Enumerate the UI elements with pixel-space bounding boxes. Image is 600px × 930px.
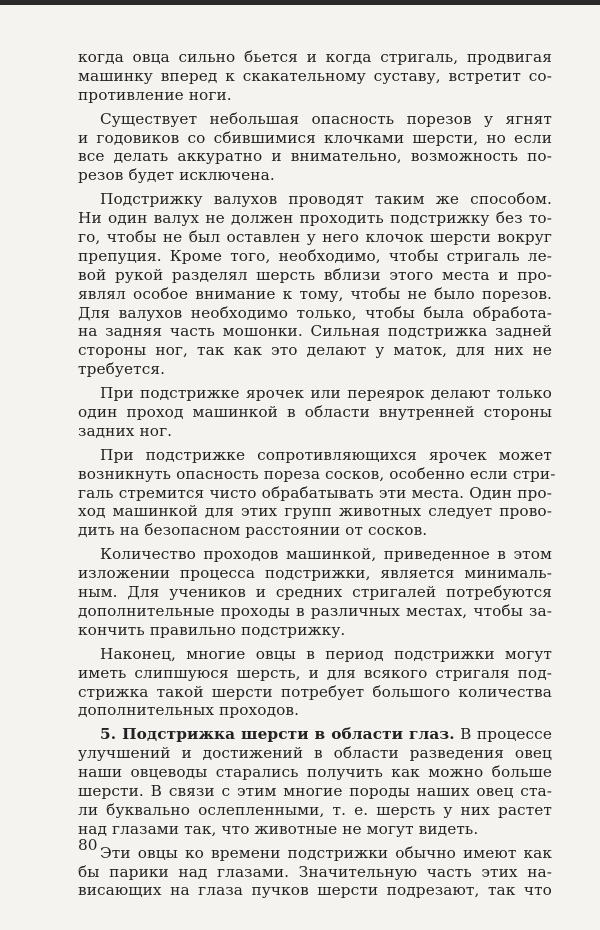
text-line: требуется. — [78, 360, 166, 379]
text-line: возникнуть опасность пореза сосков, особенно если стри- — [78, 464, 556, 483]
text-line: дополнительных проходов. — [78, 701, 300, 720]
text-line: задних ног. — [78, 421, 173, 440]
text-line: При подстрижке ярочек или переярок делают только — [100, 384, 552, 403]
text-line: наши овцеводы старались получить как можно больше — [78, 763, 552, 782]
text-line: бы парики над глазами. Значительную часть этих на- — [78, 862, 552, 881]
text-line: машинку вперед к скакательному суставу, встретит со- — [78, 66, 552, 85]
paragraph-9 — [78, 844, 552, 901]
text-line: При подстрижке сопротивляющихся ярочек может — [100, 445, 552, 464]
text-line: ход машинкой для этих групп животных следует прово- — [78, 502, 552, 521]
text-line: дополнительные проходы в различных местах, чтобы за- — [78, 601, 552, 620]
text-line: над глазами так, что животные не могут видеть. — [78, 819, 479, 838]
text-line: препуция. Кроме того, необходимо, чтобы стригаль ле- — [78, 246, 552, 265]
text-line: противление ноги. — [78, 85, 232, 104]
text-line: Количество проходов машинкой, приведенное в этом — [100, 545, 552, 564]
text-line: го, чтобы не был оставлен у него клочок шерсти вокруг — [78, 228, 552, 247]
text-line: резов будет исключена. — [78, 166, 275, 185]
paragraph-4 — [78, 384, 552, 441]
paragraph-6 — [78, 545, 552, 639]
text-line: изложении процесса подстрижки, является минималь- — [78, 564, 552, 583]
text-line: улучшений и достижений в области разведения овец — [78, 744, 552, 763]
text-line: являл особое внимание к тому, чтобы не было порезов. — [78, 284, 552, 303]
text-line: Эти овцы ко времени подстрижки обычно имеют как — [100, 843, 552, 862]
text-line: ли буквально ослепленными, т. е. шерсть у них растет — [78, 800, 552, 819]
section-heading-line — [78, 725, 552, 744]
text-line: Существует небольшая опасность порезов у ягнят — [100, 109, 552, 128]
text-line: ным. Для учеников и средних стригалей потребуются — [78, 583, 552, 602]
text-line: вой рукой разделял шерсть вблизи этого места и про- — [78, 265, 552, 284]
text-line: дить на безопасном расстоянии от сосков. — [78, 521, 428, 540]
text-line: Для валухов необходимо только, чтобы была обработа- — [78, 303, 552, 322]
text-line: стороны ног, так как это делают у маток, для них не — [78, 341, 552, 360]
page-number: 80 — [78, 836, 98, 854]
text-line: иметь слипшуюся шерсть, и для всякого стригаля под- — [78, 663, 552, 682]
heading-line-rest: В процессе — [454, 725, 552, 744]
top-border-rule — [0, 0, 600, 5]
text-line: на задняя часть мошонки. Сильная подстрижка задней — [78, 322, 552, 341]
paragraph-3 — [78, 190, 552, 379]
page-body-text — [78, 48, 556, 905]
text-line: висающих на глаза пучков шерсти подрезают, так что — [78, 881, 552, 900]
text-line: стрижка такой шерсти потребует большого количества — [78, 682, 552, 701]
section-heading: 5. Подстрижка шерсти в области глаз. — [100, 725, 455, 744]
text-line: галь стремится чисто обрабатывать эти места. Один про- — [78, 483, 552, 502]
paragraph-1 — [78, 48, 552, 105]
text-line: один проход машинкой в области внутренней стороны — [78, 403, 552, 422]
text-line: Подстрижку валухов проводят таким же способом. — [100, 190, 552, 209]
text-line: когда овца сильно бьется и когда стригаль, продвигая — [78, 48, 552, 66]
text-line: шерсти. В связи с этим многие породы наших овец ста- — [78, 781, 552, 800]
text-line: Ни один валух не должен проходить подстрижку без то- — [78, 209, 552, 228]
text-line: все делать аккуратно и внимательно, возможность по- — [78, 147, 552, 166]
text-line: и годовиков со сбившимися клочками шерсти, но если — [78, 128, 552, 147]
paragraph-2 — [78, 110, 552, 186]
text-line: кончить правильно подстрижку. — [78, 620, 346, 639]
text-line: Наконец, многие овцы в период подстрижки могут — [100, 644, 552, 663]
paragraph-8-section-heading — [78, 725, 552, 838]
paragraph-7 — [78, 645, 552, 721]
paragraph-5 — [78, 445, 556, 540]
